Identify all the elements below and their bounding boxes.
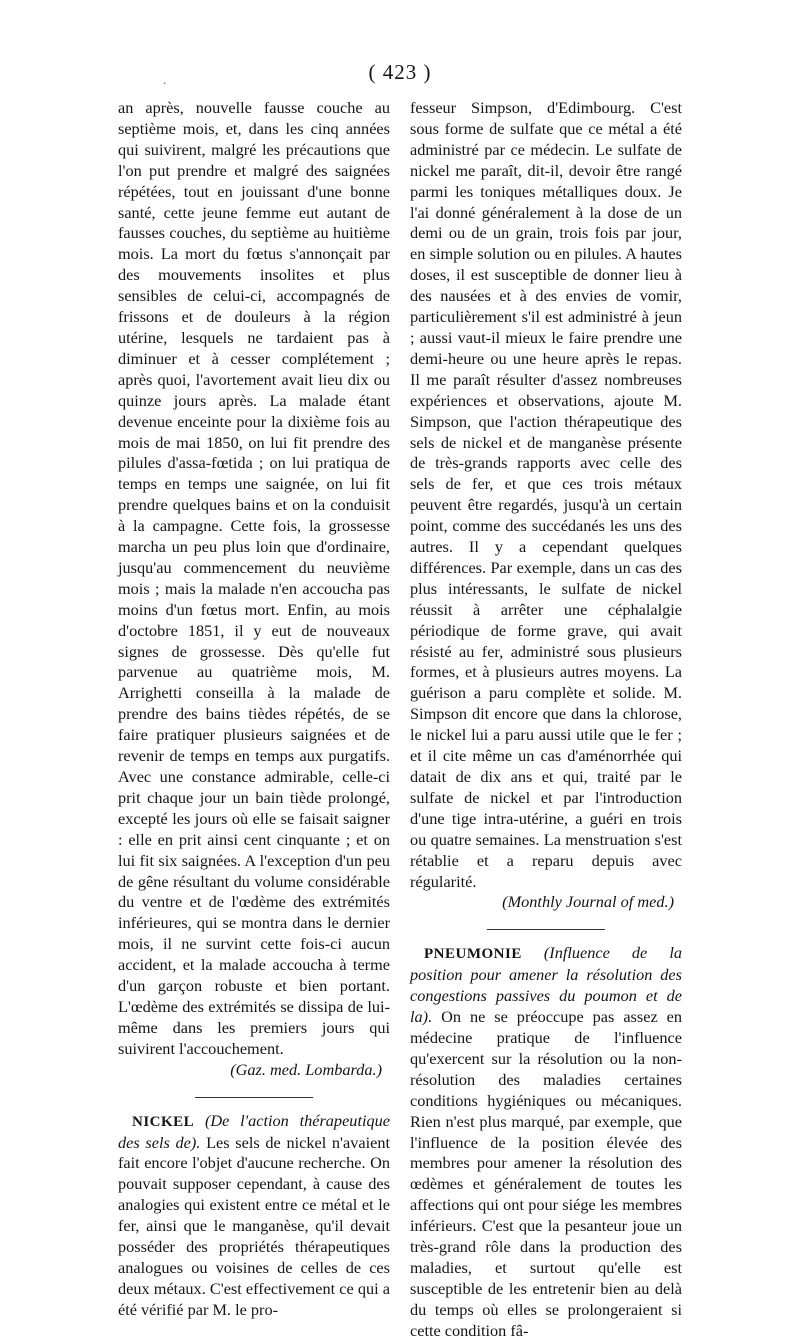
nickel-continuation-paragraph: fesseur Simpson, d'Edimbourg. C'est sous forme de sulfate que ce métal a été administré par ce médecin. Le sulfate de nickel me paraît, dit-il, devoir être rangé parmi les toniques métalliques doux. Je l'ai donné généralement à la dose de un demi ou de un grain, trois fois par jour, en simple solution ou en pilules. A hautes doses, il est susceptible de donner lieu à des nausées et à des envies de vomir, particulièrement s'il est administré à jeun ; aussi vaut-il mieux le faire prendre une demi-heure ou une heure après le repas. Il me paraît résulter d'assez nombreuses expériences et observations, ajoute M. Simpson, que l'action thérapeutique des sels de nickel et de manganèse présente de très-grands rapports avec celle des sels de fer, et que ces trois métaux peuvent être regardés, jusqu'à un certain point, comme des succédanés les uns des autres. Il y a cependant quelques différences. Par exemple, dans un cas des plus intéressants, le sulfate de nickel réussit à arrêter une céphalalgie périodique de forme grave, qui avait résisté au fer, administré sous plusieurs formes, et à plusieurs autres moyens. La guérison a paru complète et solide. M. Simpson dit encore que dans la chlorose, le nickel lui a paru aussi utile que le fer ; et il cite même un cas d'aménorrhée qui datait de dix ans et qui, traité par le sulfate de nickel et par l'introduction d'une tige intra-utérine, a guéri en trois ou quatre semaines. La menstruation s'est rétablie et a reparu depuis avec régularité. — [410, 98, 682, 891]
pneumonie-body: On ne se préoccupe pas assez en médecine pratique de l'influence qu'exercent sur la résolution ou la non-résolution des maladies certaines conditions hygiéniques ou mécaniques. Rien n'est plus marqué, par exemple, que l'influence de la position élevée des membres pour amener la résolution des œdèmes et généralement de toutes les affections qui ont pour siége les membres inférieurs. C'est que la pesanteur joue un très-grand rôle dans la production des maladies, et surtout qu'elle est susceptible de les entretenir bien au delà du temps où elles se prolongeraient si cette condition fâ- — [410, 1007, 682, 1340]
nickel-heading: NICKEL — [132, 1113, 195, 1130]
section-divider — [195, 1097, 313, 1098]
case-report-paragraph: an après, nouvelle fausse couche au septième mois, et, dans les cinq années qui suivirent, malgré les précautions que l'on put prendre et malgré des saignées répétées, tout en jouissant d'une bonne santé, cette jeune femme eut autant de fausses couches, du septième au huitième mois. La mort du fœtus s'annonçait par des mouvements insolites et plus sensibles de celui-ci, accompagnés de frissons et de douleurs à la région utérine, lesquels ne tardaient pas à diminuer et à cesser complétement ; après quoi, l'avortement avait lieu dix ou quinze jours après. La malade étant devenue enceinte pour la dixième fois au mois de mai 1850, on lui fit prendre des pilules d'assa-fœtida ; on lui pratiqua de temps en temps une saignée, on lui fit prendre quelques bains et on la conduisit à la campagne. Cette fois, la grossesse marcha un peu plus loin que d'ordinaire, jusqu'au commencement du neuvième mois ; mais la malade n'en accoucha pas moins d'un fœtus mort. Enfin, au mois d'octobre 1851, il y eut de nouveaux signes de grossesse. Dès qu'elle fut parvenue au quatrième mois, M. Arrighetti conseilla à la malade de prendre des bains tièdes répétés, de se faire pratiquer plusieurs saignées et de revenir de temps en temps aux purgatifs. Avec une constance admirable, celle-ci prit chaque jour un bain tiède prolongé, excepté les jours où elle se faisait saigner : elle en prit ainsi cent cinquante ; et on lui fit six saignées. A l'exception d'un peu de gêne résultant du volume considérable du ventre et de l'œdème des extrémités inférieures, qui se montra dans le dernier mois, il ne survint cette fois-ci aucun accident, et la malade accoucha à terme d'un garçon robuste et bien portant. L'œdème des extrémités se dissipa de lui-même dans les premiers jours qui suivirent l'accouchement. — [118, 98, 390, 1058]
source-citation — [410, 892, 682, 913]
section-divider — [487, 929, 605, 930]
nickel-body: Les sels de nickel n'avaient fait encore l'objet d'aucune recherche. On pouvait supposer cependant, à cause des analogies qui existent entre ce métal et le fer, ainsi que le manganèse, qu'il devait posséder des propriétés thérapeutiques analogues ou voisines de celles de ces deux métaux. C'est effectivement ce qui a été vérifié par M. le pro- — [118, 1132, 390, 1319]
source-citation — [118, 1060, 390, 1081]
margin-mark: . — [163, 72, 167, 87]
pneumonie-article-paragraph — [410, 943, 682, 1341]
source-monthly-journal: (Monthly Journal of med.) — [502, 892, 674, 912]
source-gaz-med-lombarda: (Gaz. med. Lombarda.) — [230, 1059, 382, 1079]
nickel-article-paragraph — [118, 1111, 390, 1321]
nickel-subtitle: (De l'action thérapeutique des sels de). — [118, 1110, 390, 1152]
left-column — [118, 98, 390, 1321]
pneumonie-subtitle: (Influence de la position pour amener la résolution des congestions passives du poumon et de la). — [410, 943, 682, 1027]
page-number: ( 423 ) — [368, 60, 432, 84]
right-column — [410, 98, 682, 1342]
pneumonie-heading: PNEUMONIE — [424, 946, 522, 963]
